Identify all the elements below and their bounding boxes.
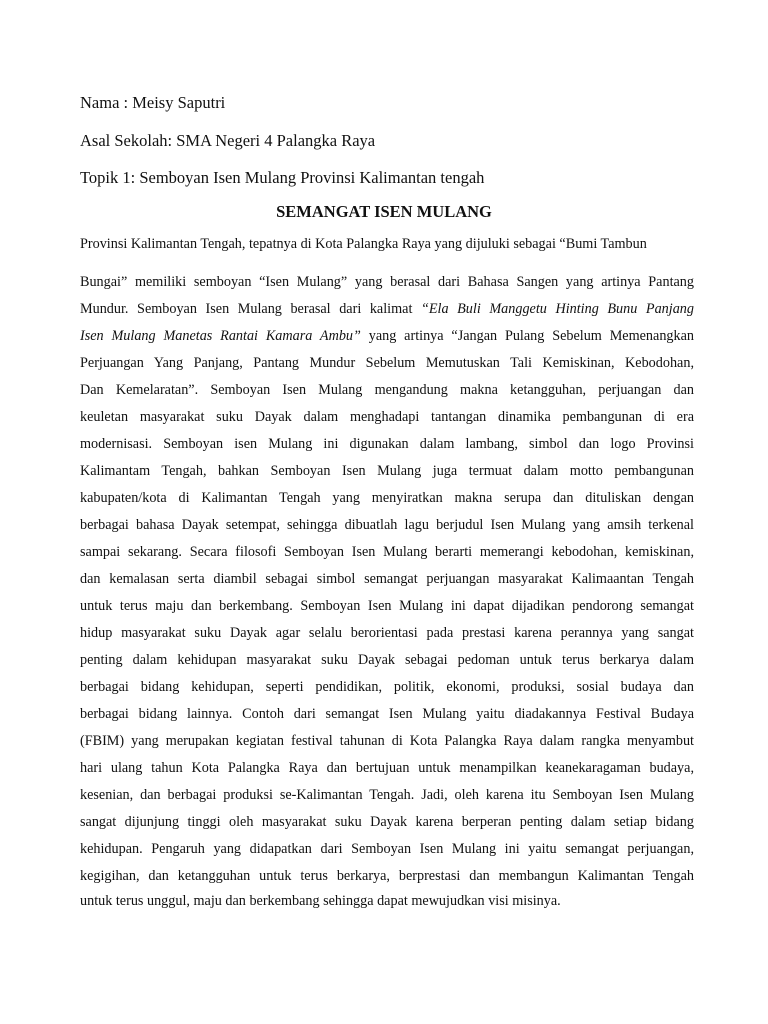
body-line	[80, 300, 694, 318]
document-title: SEMANGAT ISEN MULANG	[276, 202, 492, 221]
topic-line: Topik 1: Semboyan Isen Mulang Provinsi Kalimantan tengah	[80, 168, 485, 187]
body-line: sampai sekarang. Secara filosofi Semboyan Isen Mulang berarti memerangi kebodohan, kemiskinan,	[80, 544, 694, 560]
body-line: penting dalam kehidupan masyarakat suku Dayak sebagai pedoman untuk terus berkarya dalam	[80, 652, 694, 668]
body-line: untuk terus unggul, maju dan berkembang sehingga dapat mewujudkan visi misinya.	[80, 893, 561, 909]
body-line: keuletan masyarakat suku Dayak dalam menghadapi tantangan dinamika pembangunan di era	[80, 409, 694, 425]
school-name: Asal Sekolah: SMA Negeri 4 Palangka Raya	[80, 131, 376, 150]
body-line: berbagai bidang kehidupan, seperti pendidikan, politik, ekonomi, produksi, sosial budaya dan	[80, 679, 694, 695]
body-line: Kalimantam Tengah, bahkan Semboyan Isen Mulang juga termuat dalam motto pembangunan	[80, 463, 694, 479]
body-line: berbagai bahasa Dayak setempat, sehingga dibuatlah lagu berjudul Isen Mulang yang amsih terkenal	[80, 517, 694, 533]
body-line: Dan Kemelaratan”. Semboyan Isen Mulang mengandung makna ketangguhan, perjuangan dan	[80, 382, 694, 398]
body-line: Bungai” memiliki semboyan “Isen Mulang” yang berasal dari Bahasa Sangen yang artinya Pantang	[80, 274, 694, 290]
body-line: kegigihan, dan ketangguhan untuk terus berkarya, berprestasi dan membangun Kalimantan Tengah	[80, 868, 694, 884]
body-line: hidup masyarakat suku Dayak agar selalu berorientasi pada prestasi karena perannya yang sangat	[80, 625, 694, 641]
body-line-text: yang artinya “Jangan Pulang Sebelum Memenangkan	[360, 328, 694, 344]
body-line-text: Mundur. Semboyan Isen Mulang berasal dari kalimat	[80, 301, 421, 317]
body-line: kabupaten/kota di Kalimantan Tengah yang menyiratkan makna serupa dan dituliskan dengan	[80, 490, 694, 506]
body-line: (FBIM) yang merupakan kegiatan festival tahunan di Kota Palangka Raya dalam rangka menyambut	[80, 733, 694, 749]
body-line: Provinsi Kalimantan Tengah, tepatnya di Kota Palangka Raya yang dijuluki sebagai “Bumi Tambun	[80, 236, 647, 252]
body-line: dan kemalasan serta diambil sebagai simbol semangat perjuangan masyarakat Kalimaantan Tengah	[80, 571, 694, 587]
body-line: kesenian, dan berbagai produksi se-Kalimantan Tengah. Jadi, oleh karena itu Semboyan Isen Mulang	[80, 787, 694, 803]
motto-quote: “Ela Buli Manggetu Hinting Bunu Panjang	[420, 301, 694, 317]
body-line: untuk terus maju dan berkembang. Semboyan Isen Mulang ini dapat dijadikan pendorong semangat	[80, 598, 694, 614]
body-line	[80, 327, 694, 345]
body-line: sangat dijunjung tinggi oleh masyarakat suku Dayak karena berperan penting dalam setiap bidang	[80, 814, 694, 830]
motto-quote: Isen Mulang Manetas Rantai Kamara Ambu”	[80, 328, 361, 344]
body-line: berbagai bidang lainnya. Contoh dari semangat Isen Mulang yaitu diadakannya Festival Budaya	[80, 706, 694, 722]
body-line: modernisasi. Semboyan isen Mulang ini digunakan dalam lambang, simbol dan logo Provinsi	[80, 436, 694, 452]
body-line: kehidupan. Pengaruh yang didapatkan dari Semboyan Isen Mulang ini yaitu semangat perjuangan,	[80, 841, 694, 857]
body-line: Perjuangan Yang Panjang, Pantang Mundur Sebelum Memutuskan Tali Kemiskinan, Kebodohan,	[80, 355, 694, 371]
body-line: hari ulang tahun Kota Palangka Raya dan bertujuan untuk menampilkan keanekaragaman budaya,	[80, 760, 694, 776]
student-name: Nama : Meisy Saputri	[80, 93, 226, 112]
